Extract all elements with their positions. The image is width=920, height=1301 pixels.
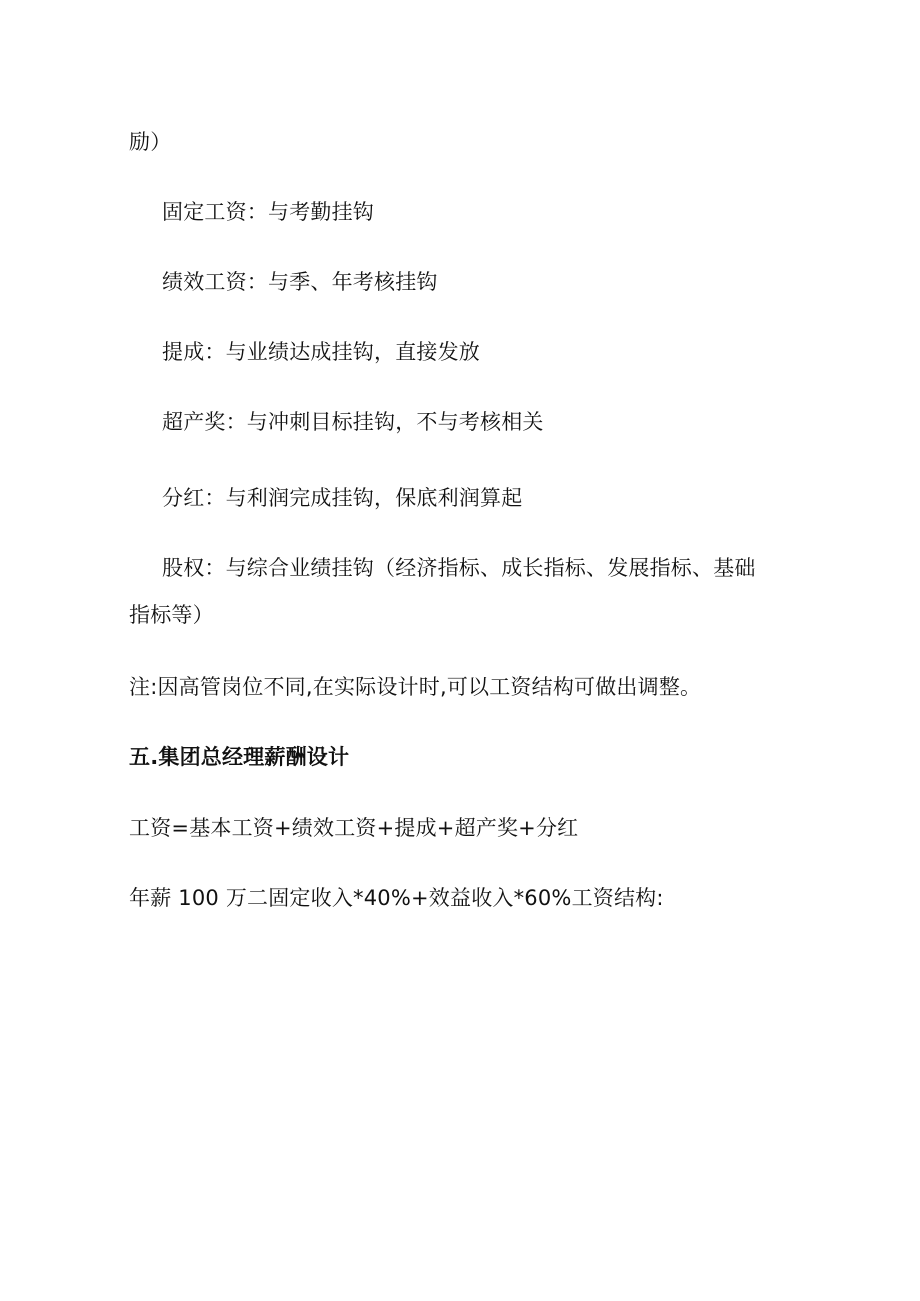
text-line: 指标等） xyxy=(129,603,214,627)
text-line: 分红：与利润完成挂钩，保底利润算起 xyxy=(162,486,523,510)
text-line: 固定工资：与考勤挂钩 xyxy=(162,200,374,224)
text-line: 股权：与综合业绩挂钩（经济指标、成长指标、发展指标、基础 xyxy=(162,556,756,580)
text-line: 注:因高管岗位不同,在实际设计时,可以工资结构可做出调整。 xyxy=(129,675,702,699)
text-line: 绩效工资：与季、年考核挂钩 xyxy=(162,270,438,294)
text-line: 励） xyxy=(129,130,172,154)
text-line: 年薪 100 万二固定收入*40%+效益收入*60%工资结构: xyxy=(129,886,664,910)
text-line: 超产奖：与冲刺目标挂钩，不与考核相关 xyxy=(162,410,544,434)
text-line: 提成：与业绩达成挂钩，直接发放 xyxy=(162,340,480,364)
text-line: 工资=基本工资+绩效工资+提成+超产奖+分红 xyxy=(129,816,579,840)
section-heading: 五.集团总经理薪酬设计 xyxy=(129,745,350,769)
